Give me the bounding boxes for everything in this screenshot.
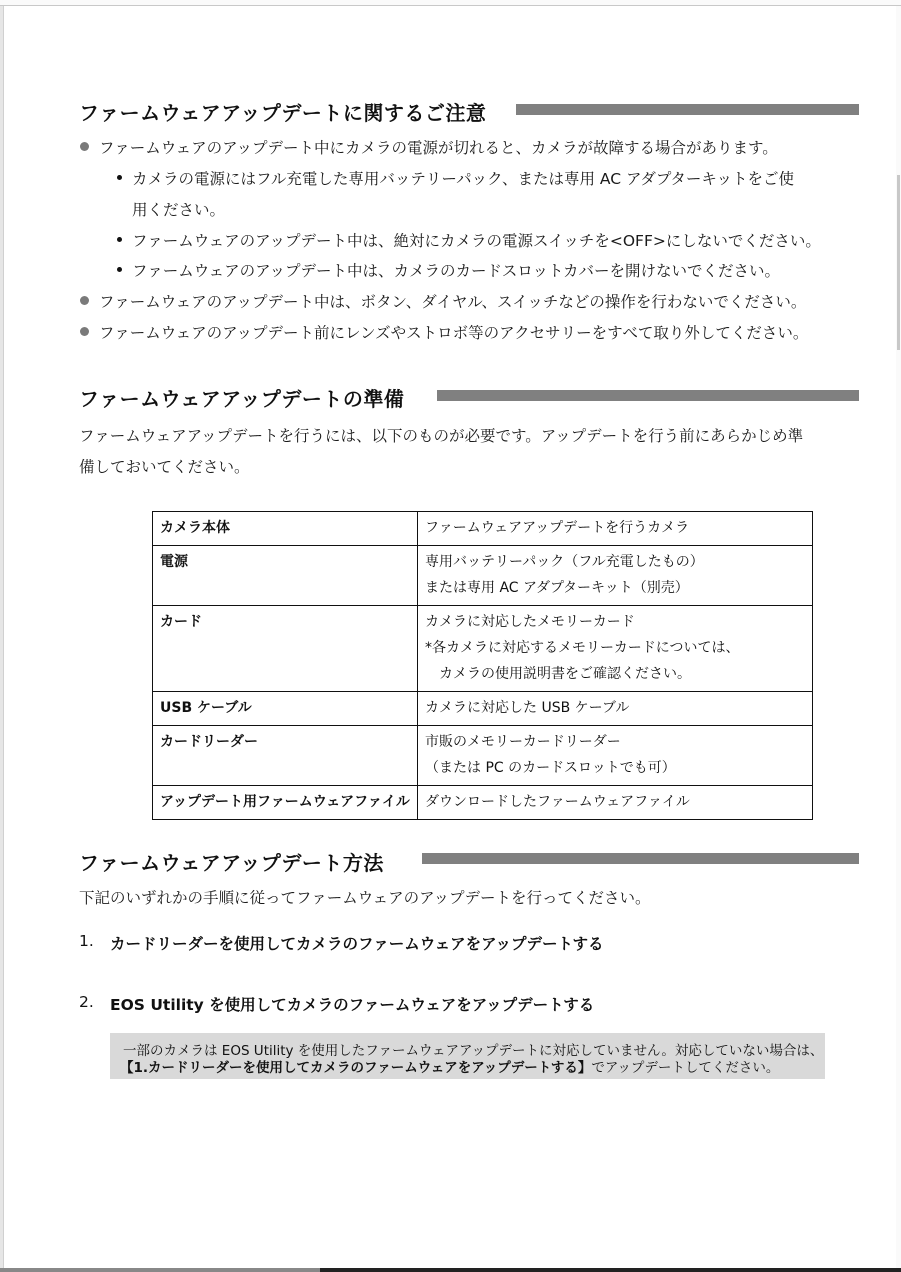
table-value-line: （または PC のカードスロットでも可） [425,760,676,776]
table-value [418,606,813,692]
table-key: カード [153,606,418,692]
caution-item: ファームウェアのアップデート中は、ボタン、ダイヤル、スイッチなどの操作を行わないでください。 [99,293,807,311]
table-row [153,726,813,786]
table-value [418,726,813,786]
caution-subitem: ファームウェアのアップデート中は、カメラのカードスロットカバーを開けないでください。 [132,262,781,280]
preparation-intro-cont: 備しておいてください。 [79,458,250,476]
note-line [120,1056,779,1076]
bullet-icon [80,327,89,336]
table-value [418,786,813,820]
table-value-line: 市販のメモリーカードリーダー [425,734,621,750]
method-intro: 下記のいずれかの手順に従ってファームウェアのアップデートを行ってください。 [79,889,651,907]
vertical-scrollbar-thumb[interactable] [897,175,900,350]
section-title-caution: ファームウェアアップデートに関するご注意 [79,101,487,125]
table-key: カメラ本体 [153,512,418,546]
sub-bullet-icon [117,267,122,272]
table-row [153,512,813,546]
table-row [153,692,813,726]
table-key: アップデート用ファームウェアファイル [153,786,418,820]
table-key: USB ケーブル [153,692,418,726]
table-value-line: *各カメラに対応するメモリーカードについては、 [425,640,740,656]
note-line-rest: でアップデートしてください。 [591,1060,780,1076]
requirements-table [152,511,813,820]
table-value-line: ファームウェアアップデートを行うカメラ [425,520,690,536]
section-title-preparation: ファームウェアアップデートの準備 [79,387,405,411]
table-key: カードリーダー [153,726,418,786]
table-value-line: カメラに対応したメモリーカード [425,614,635,630]
table-value [418,546,813,606]
table-value-line: または専用 AC アダプターキット（別売） [425,580,689,596]
note-box [110,1033,825,1079]
bullet-icon [80,296,89,305]
caution-subitem: カメラの電源にはフル充電した専用バッテリーパック、または専用 AC アダプターキットをご使 [132,170,795,188]
table-value-line: 専用バッテリーパック（フル充電したもの） [425,554,704,570]
step-number: 2. [79,993,94,1011]
sub-bullet-icon [117,175,122,180]
preparation-intro: ファームウェアアップデートを行うには、以下のものが必要です。アップデートを行う前にあらかじめ準 [79,427,804,445]
caution-item: ファームウェアのアップデート中にカメラの電源が切れると、カメラが故障する場合があります。 [99,139,778,157]
table-row [153,546,813,606]
caution-subitem-cont: 用ください。 [132,201,226,219]
table-value-line: ダウンロードしたファームウェアファイル [425,794,690,810]
note-line: 一部のカメラは EOS Utility を使用したファームウェアアップデートに対応していません。対応していない場合は、 [123,1043,824,1059]
table-row [153,606,813,692]
table-row [153,786,813,820]
table-value-line: カメラに対応した USB ケーブル [425,700,630,716]
step-number: 1. [79,932,94,950]
table-value-line: カメラの使用説明書をご確認ください。 [425,666,691,682]
section-title-method: ファームウェアアップデート方法 [79,851,384,875]
step-title-card-reader: カードリーダーを使用してカメラのファームウェアをアップデートする [110,935,604,953]
caution-item: ファームウェアのアップデート前にレンズやストロボ等のアクセサリーをすべて取り外してください。 [99,324,809,342]
table-value [418,512,813,546]
table-value [418,692,813,726]
bullet-icon [80,142,89,151]
horizontal-scrollbar-thumb[interactable] [0,1268,320,1272]
sub-bullet-icon [117,237,122,242]
table-key: 電源 [153,546,418,606]
step-title-eos-utility: EOS Utility を使用してカメラのファームウェアをアップデートする [110,996,595,1014]
section-rule [437,390,859,401]
section-rule [516,104,859,115]
caution-subitem: ファームウェアのアップデート中は、絶対にカメラの電源スイッチを<OFF>にしないでください。 [132,232,821,250]
note-link-reference: 【1.カードリーダーを使用してカメラのファームウェアをアップデートする】 [120,1060,592,1076]
section-rule [422,853,859,864]
